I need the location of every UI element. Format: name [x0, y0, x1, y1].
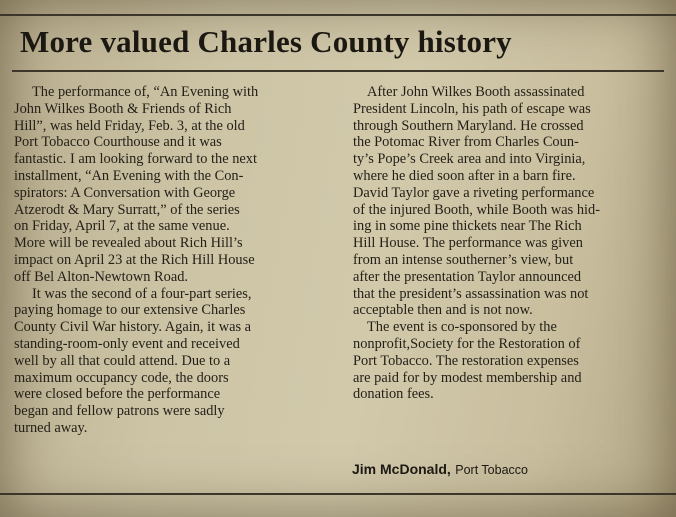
headline-rule — [12, 70, 664, 72]
text-line: that the president’s assassination was not — [353, 285, 589, 302]
text-line: on Friday, April 7, at the same venue. — [14, 218, 230, 235]
text-line: from an intense southerner’s view, but — [353, 251, 574, 268]
text-line: David Taylor gave a riveting performance — [353, 184, 595, 201]
signature-name: Jim McDonald, — [352, 461, 451, 477]
headline: More valued Charles County history — [20, 24, 512, 59]
text-line: After John Wilkes Booth assassinated — [367, 84, 585, 100]
text-line: It was the second of a four-part series, — [32, 285, 252, 302]
text-line: acceptable then and is not now. — [353, 302, 533, 319]
text-line: More will be revealed about Rich Hill’s — [14, 235, 243, 252]
text-line: of the injured Booth, while Booth was hid- — [353, 201, 601, 218]
text-line: installment, “An Evening with the Con- — [14, 167, 244, 184]
text-line: are paid for by modest membership and — [353, 369, 582, 386]
text-line: The performance of, “An Evening with — [32, 84, 259, 100]
text-line: ty’s Pope’s Creek area and into Virginia, — [353, 151, 586, 168]
text-line: The event is co-sponsored by the — [367, 319, 557, 336]
text-line: donation fees. — [353, 386, 434, 403]
bottom-rule — [0, 493, 676, 495]
text-line: turned away. — [14, 419, 88, 436]
text-line: Atzerodt & Mary Surratt,” of the series — [14, 201, 240, 218]
text-line: President Lincoln, his path of escape was — [353, 100, 591, 117]
text-line: spirators: A Conversation with George — [14, 184, 236, 201]
text-line: through Southern Maryland. He crossed — [353, 117, 584, 134]
text-line: were closed before the performance — [14, 386, 221, 403]
text-line: Port Tobacco. The restoration expenses — [353, 352, 579, 369]
text-line: began and fellow patrons were sadly — [14, 403, 225, 420]
text-line: Hill House. The performance was given — [353, 235, 583, 252]
text-line: fantastic. I am looking forward to the next — [14, 151, 257, 168]
text-line: off Bel Alton-Newtown Road. — [14, 268, 189, 285]
text-line: where he died soon after in a barn fire. — [353, 167, 576, 184]
signature-place: Port Tobacco — [455, 463, 528, 477]
text-line: impact on April 23 at the Rich Hill House — [14, 251, 255, 268]
text-line: ing in some pine thickets near The Rich — [353, 218, 582, 235]
text-line: standing-room-only event and received — [14, 335, 240, 352]
signature — [352, 461, 528, 479]
text-line: well by all that could attend. Due to a — [14, 352, 231, 369]
text-line: the Potomac River from Charles Coun- — [353, 134, 579, 151]
text-line: nonprofit,Society for the Restoration of — [353, 335, 581, 352]
top-rule — [0, 14, 676, 16]
text-line: County Civil War history. Again, it was a — [14, 319, 252, 336]
left-column — [14, 84, 356, 437]
text-line: Hill”, was held Friday, Feb. 3, at the old — [14, 117, 245, 134]
text-line: maximum occupancy code, the doors — [14, 369, 229, 386]
text-line: Port Tobacco Courthouse and it was — [14, 134, 222, 151]
right-column — [353, 84, 658, 403]
text-line: after the presentation Taylor announced — [353, 268, 582, 285]
text-line: paying homage to our extensive Charles — [14, 302, 246, 319]
text-line: John Wilkes Booth & Friends of Rich — [14, 100, 232, 117]
